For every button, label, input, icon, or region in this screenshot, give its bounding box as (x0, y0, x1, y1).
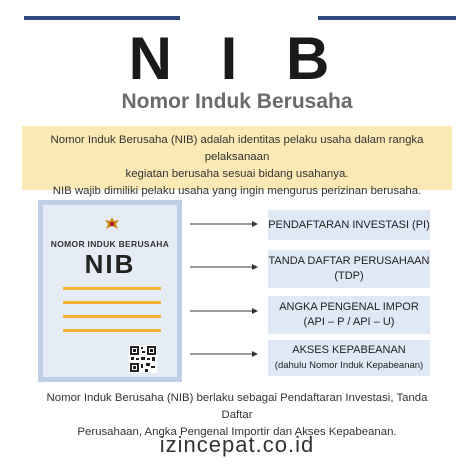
note-line: NIB wajib dimiliki pelaku usaha yang ingin mengurus perizinan berusaha. (52, 185, 422, 197)
document-line (63, 329, 161, 332)
qr-code-icon (129, 345, 157, 373)
item-pendaftaran-investasi (268, 210, 430, 240)
arrow-right-icon (190, 219, 260, 229)
item-angka-pengenal-impor (268, 296, 430, 334)
nib-document-illustration (38, 200, 182, 382)
item-sublabel: (API – P / API – U) (303, 316, 395, 328)
item-label: ANGKA PENGENAL IMPOR (279, 301, 419, 313)
description-line: Nomor Induk Berusaha (NIB) berlaku sebagai Pendaftaran Investasi, Tanda Daftar (46, 392, 428, 421)
decorative-bar-right (318, 16, 456, 20)
arrow-right-icon (190, 306, 260, 316)
garuda-emblem-icon (103, 215, 121, 233)
page-title: N I B (128, 25, 346, 92)
item-sublabel: (dahulu Nomor Induk Kepabeanan) (274, 360, 424, 371)
item-akses-kepabeanan (268, 340, 430, 376)
document-label: NOMOR INDUK BERUSAHA (50, 239, 170, 249)
document-line (63, 301, 161, 304)
decorative-bar-left (24, 16, 180, 20)
website-footer: izincepat.co.id (159, 432, 315, 457)
page-subtitle: Nomor Induk Berusaha (121, 90, 353, 113)
item-tanda-daftar-perusahaan (268, 250, 430, 288)
item-label: AKSES KEPABEANAN (292, 344, 406, 356)
document-line (63, 287, 161, 290)
item-sublabel: (TDP) (334, 270, 364, 282)
document-title: NIB (84, 249, 136, 279)
arrow-right-icon (190, 262, 260, 272)
note-line: kegiatan berusaha sesuai bidang usahanya. (125, 168, 349, 180)
arrow-right-icon (190, 349, 260, 359)
note-line: Nomor Induk Berusaha (NIB) adalah identitas pelaku usaha dalam rangka pelaksanaan (50, 134, 424, 163)
description-line: Perusahaan, Angka Pengenal Importir dan Akses Kepabeanan. (77, 426, 397, 438)
item-label: PENDAFTARAN INVESTASI (PI) (268, 218, 430, 231)
document-line (63, 315, 161, 318)
definition-note (22, 126, 452, 197)
item-label: TANDA DAFTAR PERUSAHAAN (268, 255, 430, 267)
